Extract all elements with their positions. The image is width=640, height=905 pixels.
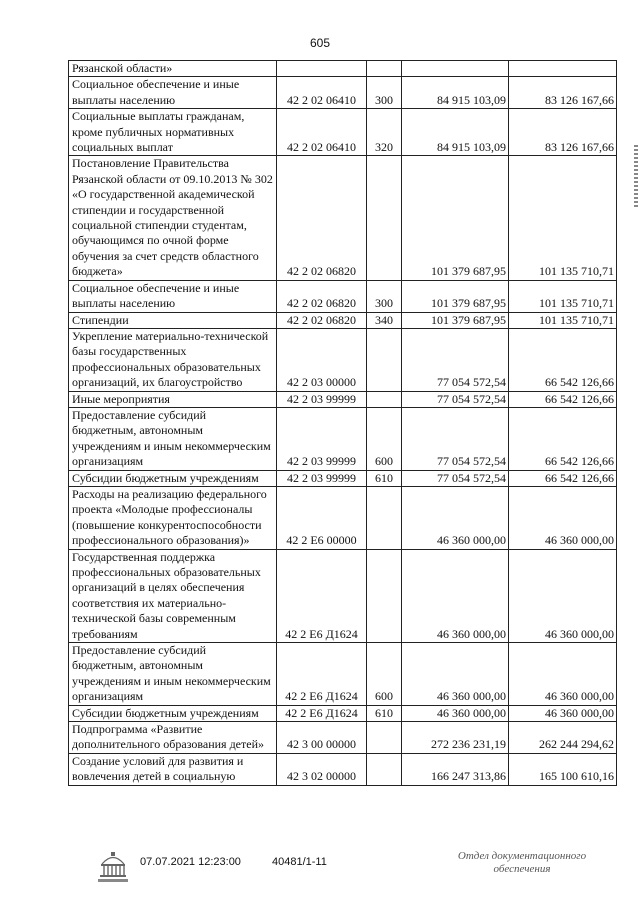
footer-document-number: 40481/1-11 xyxy=(272,856,327,868)
row-name-cell: Субсидии бюджетным учреждениям xyxy=(69,705,277,721)
row-type-cell xyxy=(367,156,402,280)
table-row xyxy=(69,407,617,470)
row-type-cell: 300 xyxy=(367,280,402,312)
row-sum1-cell: 46 360 000,00 xyxy=(402,486,509,549)
row-code-cell: 42 2 03 99999 xyxy=(277,391,367,407)
row-sum2-cell: 66 542 126,66 xyxy=(509,328,617,391)
row-sum2-cell: 101 135 710,71 xyxy=(509,312,617,328)
row-name-cell: Иные мероприятия xyxy=(69,391,277,407)
row-sum1-cell xyxy=(402,61,509,77)
table-row xyxy=(69,328,617,391)
row-name-cell: Подпрограмма «Развитие дополнительного образования детей» xyxy=(69,722,277,754)
row-sum2-cell: 262 244 294,62 xyxy=(509,722,617,754)
row-name-cell: Рязанской области» xyxy=(69,61,277,77)
table-row xyxy=(69,470,617,486)
row-type-cell: 340 xyxy=(367,312,402,328)
row-type-cell xyxy=(367,753,402,785)
table-row xyxy=(69,109,617,156)
row-code-cell: 42 3 02 00000 xyxy=(277,753,367,785)
row-sum1-cell: 101 379 687,95 xyxy=(402,312,509,328)
department-stamp: Отдел документационного обеспечения xyxy=(457,850,587,875)
row-sum1-cell: 84 915 103,09 xyxy=(402,109,509,156)
row-sum2-cell: 101 135 710,71 xyxy=(509,156,617,280)
row-sum1-cell: 77 054 572,54 xyxy=(402,407,509,470)
row-name-cell: Укрепление материально-технической базы государственных профессиональных образовательных организаций, их благоустройство xyxy=(69,328,277,391)
row-sum1-cell: 77 054 572,54 xyxy=(402,470,509,486)
table-row xyxy=(69,156,617,280)
table-row xyxy=(69,705,617,721)
row-code-cell: 42 2 02 06410 xyxy=(277,77,367,109)
row-sum2-cell: 46 360 000,00 xyxy=(509,486,617,549)
row-name-cell: Предоставление субсидий бюджетным, автономным учреждениям и иным некоммерческим организациям xyxy=(69,407,277,470)
row-code-cell: 42 2 Е6 Д1624 xyxy=(277,705,367,721)
row-sum2-cell: 165 100 610,16 xyxy=(509,753,617,785)
footer-date: 07.07.2021 12:23:00 xyxy=(140,856,241,868)
row-sum2-cell: 83 126 167,66 xyxy=(509,109,617,156)
table-row xyxy=(69,280,617,312)
table-row xyxy=(69,77,617,109)
row-type-cell xyxy=(367,549,402,642)
table-row xyxy=(69,549,617,642)
row-code-cell: 42 2 03 99999 xyxy=(277,470,367,486)
row-type-cell xyxy=(367,61,402,77)
row-name-cell: Социальное обеспечение и иные выплаты населению xyxy=(69,77,277,109)
row-name-cell: Предоставление субсидий бюджетным, автономным учреждениям и иным некоммерческим организациям xyxy=(69,643,277,706)
table-row xyxy=(69,61,617,77)
row-name-cell: Расходы на реализацию федерального проекта «Молодые профессионалы (повышение конкурентоспособности профессионального образования)» xyxy=(69,486,277,549)
row-type-cell: 610 xyxy=(367,470,402,486)
table-row xyxy=(69,643,617,706)
row-sum1-cell: 77 054 572,54 xyxy=(402,391,509,407)
row-code-cell: 42 2 02 06820 xyxy=(277,312,367,328)
row-sum2-cell: 101 135 710,71 xyxy=(509,280,617,312)
row-code-cell: 42 2 03 99999 xyxy=(277,407,367,470)
row-type-cell xyxy=(367,391,402,407)
row-code-cell xyxy=(277,61,367,77)
row-sum1-cell: 272 236 231,19 xyxy=(402,722,509,754)
row-sum1-cell: 46 360 000,00 xyxy=(402,643,509,706)
row-sum2-cell: 83 126 167,66 xyxy=(509,77,617,109)
row-code-cell: 42 2 02 06820 xyxy=(277,280,367,312)
row-sum2-cell: 46 360 000,00 xyxy=(509,643,617,706)
row-code-cell: 42 2 Е6 Д1624 xyxy=(277,549,367,642)
row-sum2-cell: 46 360 000,00 xyxy=(509,549,617,642)
row-name-cell: Стипендии xyxy=(69,312,277,328)
table-row xyxy=(69,753,617,785)
row-type-cell xyxy=(367,328,402,391)
row-sum2-cell xyxy=(509,61,617,77)
row-name-cell: Создание условий для развития и вовлечения детей в социальную xyxy=(69,753,277,785)
row-type-cell: 300 xyxy=(367,77,402,109)
row-name-cell: Государственная поддержка профессиональных образовательных организаций в целях обеспечения соответствия их материально-технической базы современным требованиям xyxy=(69,549,277,642)
row-type-cell xyxy=(367,486,402,549)
row-sum2-cell: 66 542 126,66 xyxy=(509,391,617,407)
row-sum2-cell: 66 542 126,66 xyxy=(509,470,617,486)
row-sum1-cell: 166 247 313,86 xyxy=(402,753,509,785)
row-code-cell: 42 3 00 00000 xyxy=(277,722,367,754)
duma-emblem-icon xyxy=(96,848,130,884)
row-sum1-cell: 46 360 000,00 xyxy=(402,705,509,721)
row-type-cell: 320 xyxy=(367,109,402,156)
row-type-cell: 600 xyxy=(367,407,402,470)
table-row xyxy=(69,722,617,754)
budget-table xyxy=(68,60,617,786)
row-sum2-cell: 66 542 126,66 xyxy=(509,407,617,470)
row-name-cell: Социальные выплаты гражданам, кроме публичных нормативных социальных выплат xyxy=(69,109,277,156)
row-sum1-cell: 101 379 687,95 xyxy=(402,280,509,312)
row-name-cell: Постановление Правительства Рязанской области от 09.10.2013 № 302 «О государственной академической стипендии и государственной социальной стипендии студентам, обучающимся по очной форме обучения за счет средств областного бюджета» xyxy=(69,156,277,280)
row-code-cell: 42 2 02 06410 xyxy=(277,109,367,156)
row-sum1-cell: 46 360 000,00 xyxy=(402,549,509,642)
row-type-cell: 610 xyxy=(367,705,402,721)
row-sum2-cell: 46 360 000,00 xyxy=(509,705,617,721)
table-row xyxy=(69,391,617,407)
row-type-cell xyxy=(367,722,402,754)
row-code-cell: 42 2 Е6 00000 xyxy=(277,486,367,549)
table-row xyxy=(69,312,617,328)
row-sum1-cell: 77 054 572,54 xyxy=(402,328,509,391)
scan-edge-mark xyxy=(634,145,638,207)
row-sum1-cell: 84 915 103,09 xyxy=(402,77,509,109)
row-type-cell: 600 xyxy=(367,643,402,706)
table-row xyxy=(69,486,617,549)
page-number: 605 xyxy=(309,36,331,50)
row-code-cell: 42 2 02 06820 xyxy=(277,156,367,280)
row-code-cell: 42 2 Е6 Д1624 xyxy=(277,643,367,706)
page-footer xyxy=(0,848,640,888)
row-code-cell: 42 2 03 00000 xyxy=(277,328,367,391)
row-name-cell: Субсидии бюджетным учреждениям xyxy=(69,470,277,486)
row-name-cell: Социальное обеспечение и иные выплаты населению xyxy=(69,280,277,312)
row-sum1-cell: 101 379 687,95 xyxy=(402,156,509,280)
